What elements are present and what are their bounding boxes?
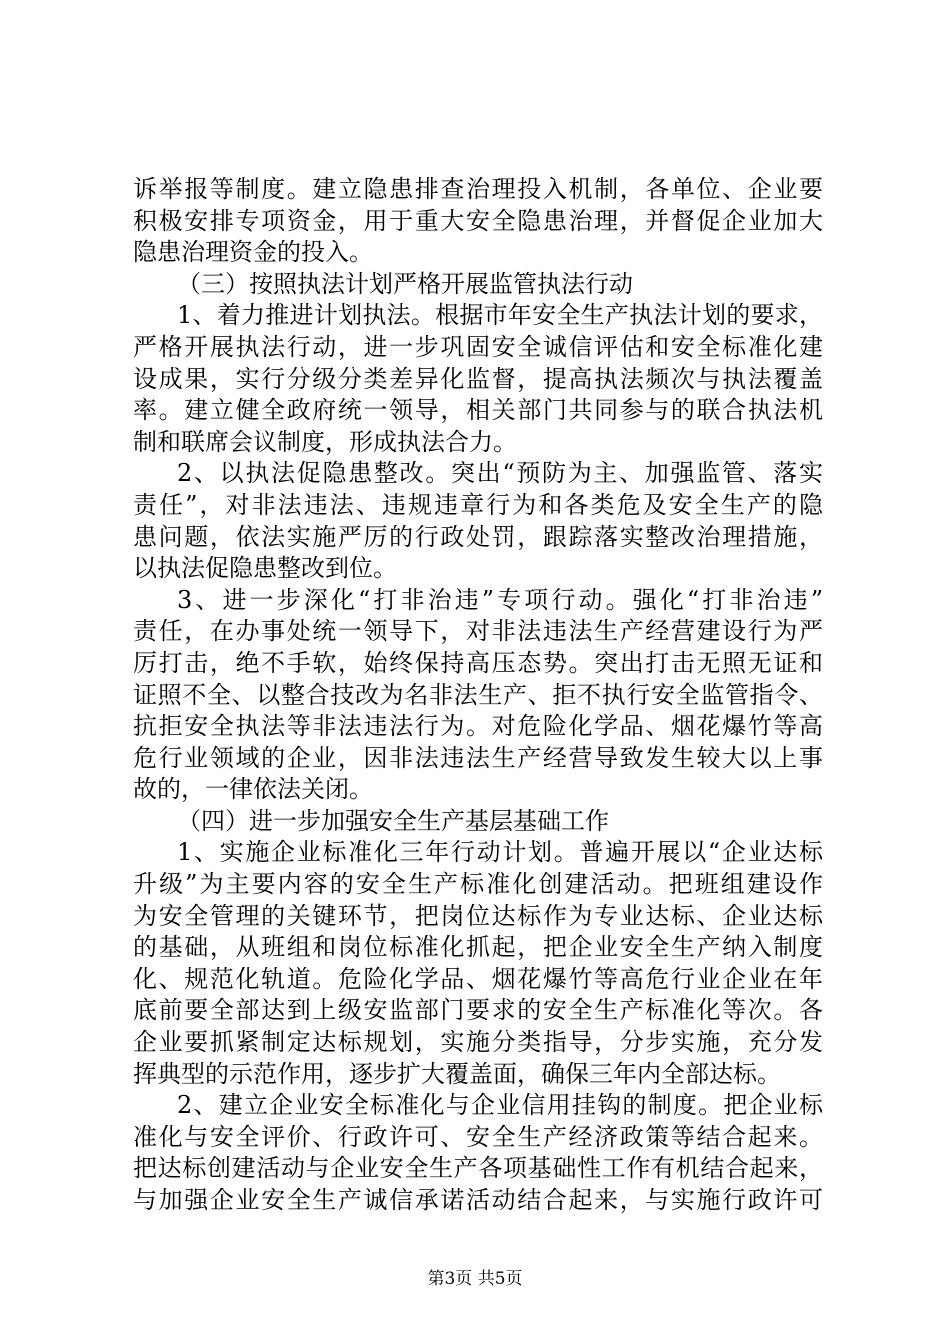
paragraph bbox=[133, 585, 823, 806]
text-line: 2、建立企业安全标准化与企业信用挂钩的制度。把企业标 bbox=[177, 1091, 823, 1120]
text-line: 抗拒安全执法等非法违法行为。对危险化学品、烟花爆竹等高 bbox=[133, 712, 823, 741]
text-line: 把达标创建活动与企业安全生产各项基础性工作有机结合起来， bbox=[133, 1154, 823, 1183]
text-line: 危行业领域的企业，因非法违法生产经营导致发生较大以上事 bbox=[133, 743, 823, 772]
text-line: 设成果，实行分级分类差异化监督，提高执法频次与执法覆盖 bbox=[133, 364, 823, 393]
section-heading bbox=[133, 806, 823, 838]
text-line: 责任，在办事处统一领导下，对非法违法生产经营建设行为严 bbox=[133, 617, 823, 646]
text-line: 患问题，依法实施严厉的行政处罚，跟踪落实整改治理措施， bbox=[133, 522, 823, 551]
text-line: 1、着力推进计划执法。根据市年安全生产执法计划的要求， bbox=[177, 301, 823, 330]
text-line: 制和联席会议制度，形成执法合力。 bbox=[133, 427, 517, 456]
text-line: 以执法促隐患整改到位。 bbox=[133, 554, 397, 583]
text-line: 证照不全、以整合技改为名非法生产、拒不执行安全监管指令、 bbox=[133, 680, 823, 709]
text-line: 故的，一律依法关闭。 bbox=[133, 775, 373, 804]
text-line: 的基础，从班组和岗位标准化抓起，把企业安全生产纳入制度 bbox=[133, 933, 823, 962]
paragraph bbox=[133, 837, 823, 1090]
text-line: 2、以执法促隐患整改。突出“预防为主、加强监管、落实 bbox=[177, 459, 823, 488]
text-line: 化、规范化轨道。危险化学品、烟花爆竹等高危行业企业在年 bbox=[133, 964, 823, 993]
text-line: 挥典型的示范作用，逐步扩大覆盖面，确保三年内全部达标。 bbox=[133, 1059, 781, 1088]
text-line: （三）按照执法计划严格开展监管执法行动 bbox=[177, 269, 633, 298]
paragraph bbox=[133, 174, 823, 269]
page-footer: 第3页 共5页 bbox=[427, 1269, 523, 1289]
text-line: 责任”，对非法违法、违规违章行为和各类危及安全生产的隐 bbox=[133, 490, 823, 519]
paragraph bbox=[133, 300, 823, 458]
document-body bbox=[133, 174, 823, 1217]
text-line: 1、实施企业标准化三年行动计划。普遍开展以“企业达标 bbox=[177, 838, 823, 867]
text-line: 积极安排专项资金，用于重大安全隐患治理，并督促企业加大 bbox=[133, 206, 823, 235]
text-line: 厉打击，绝不手软，始终保持高压态势。突出打击无照无证和 bbox=[133, 648, 823, 677]
text-line: 隐患治理资金的投入。 bbox=[133, 238, 373, 267]
text-line: 严格开展执法行动，进一步巩固安全诚信评估和安全标准化建 bbox=[133, 332, 823, 361]
section-heading bbox=[133, 269, 823, 301]
text-line: （四）进一步加强安全生产基层基础工作 bbox=[177, 806, 609, 835]
text-line: 企业要抓紧制定达标规划，实施分类指导，分步实施，充分发 bbox=[133, 1028, 823, 1057]
text-line: 诉举报等制度。建立隐患排查治理投入机制，各单位、企业要 bbox=[133, 175, 823, 203]
text-line: 3、进一步深化“打非治违”专项行动。强化“打非治违” bbox=[177, 585, 823, 614]
text-line: 为安全管理的关键环节，把岗位达标作为专业达标、企业达标 bbox=[133, 901, 823, 930]
paragraph bbox=[133, 458, 823, 584]
text-line: 与加强企业安全生产诚信承诺活动结合起来，与实施行政许可 bbox=[133, 1186, 823, 1214]
text-line: 率。建立健全政府统一领导，相关部门共同参与的联合执法机 bbox=[133, 396, 823, 425]
text-line: 底前要全部达到上级安监部门要求的安全生产标准化等次。各 bbox=[133, 996, 823, 1025]
paragraph bbox=[133, 1090, 823, 1216]
text-line: 升级”为主要内容的安全生产标准化创建活动。把班组建设作 bbox=[133, 870, 823, 899]
text-line: 准化与安全评价、行政许可、安全生产经济政策等结合起来。 bbox=[133, 1122, 823, 1151]
